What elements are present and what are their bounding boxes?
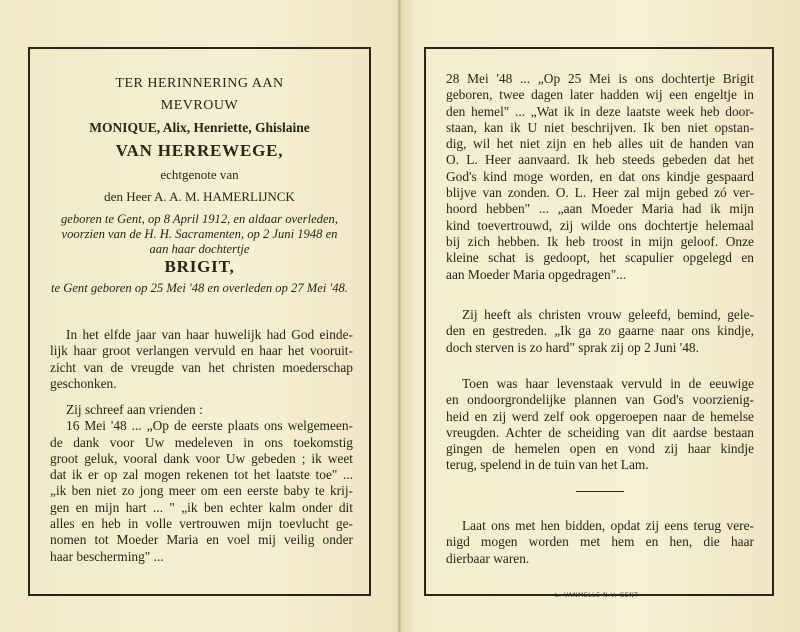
text-line: nigd mogen worden met hem en hen, die haar bbox=[446, 534, 754, 550]
left-paragraph-1 bbox=[50, 327, 353, 392]
text-line: staan, kan ik U niet beschrijven. Ik ben niet opstan- bbox=[446, 119, 754, 135]
text-line: alles en heb in volle vertrouwen mijn toevlucht ge- bbox=[50, 516, 353, 532]
text-line: God's kind moge worden, en dat ons kindje gespaard bbox=[446, 168, 754, 184]
text-line: dig, wil het niet zijn en heb alles uit de handen van bbox=[446, 136, 754, 152]
printer-imprint: L. VANMELLE N.V. GENT bbox=[555, 592, 639, 599]
left-page bbox=[30, 49, 369, 594]
child-dates: te Gent geboren op 25 Mei '48 en overleden op 27 Mei '48. bbox=[51, 281, 348, 295]
right-page bbox=[426, 49, 772, 594]
text-line: O. L. Heer aanvaard. Ik heb steeds gebeden dat het bbox=[446, 152, 754, 168]
text-line: vreugden. Achter de scheiding van dit aardse bestaan bbox=[446, 424, 754, 440]
right-paragraph-2 bbox=[446, 307, 754, 356]
text-line: zicht van de vreugde van het christen moederschap bbox=[50, 359, 353, 375]
text-line: 16 Mei '48 ... „Op de eerste plaats ons welgemeen- bbox=[66, 418, 353, 434]
text-line: Zij heeft als christen vrouw geleefd, bemind, gele- bbox=[462, 307, 754, 322]
text-line: geboren, twee dagen later hadden wij een engeltje in bbox=[446, 87, 754, 103]
family-name: VAN HERREWEGE, bbox=[115, 141, 284, 160]
right-paragraph-3 bbox=[446, 376, 754, 474]
text-line: de dank voor Uw medeleven in ons toekomstig bbox=[50, 434, 353, 450]
section-divider bbox=[576, 491, 624, 492]
text-line: gingen de hemelen open en vond zij haar kindje bbox=[446, 441, 754, 457]
child-name: BRIGIT, bbox=[164, 257, 235, 276]
left-paragraph-2 bbox=[50, 402, 353, 565]
text-line: doch sterven is zo hard" sprak zij op 2 Juni '48. bbox=[446, 339, 699, 355]
text-line: Toen was haar levenstaak vervuld in de eeuwige bbox=[462, 376, 754, 391]
text-line: bij zich hebben. Ik heb troost in mijn geloof. Onze bbox=[446, 233, 754, 249]
text-line: Zij schreef aan vrienden : bbox=[66, 402, 203, 417]
text-line: lijk haar groot verlangen vervuld en haar het vooruit- bbox=[50, 343, 353, 359]
text-line: groot geluk, vooral dank voor Uw gebeden ; ik weet bbox=[50, 450, 353, 466]
text-line: hoord hebben" ... „aan Moeder Maria had ik mijn bbox=[446, 201, 754, 217]
text-line: haar bescherming" ... bbox=[50, 548, 164, 564]
spouse-name: den Heer A. A. M. HAMERLIJNCK bbox=[104, 189, 295, 204]
text-line: geschonken. bbox=[50, 375, 117, 391]
right-paragraph-4 bbox=[446, 518, 754, 567]
text-line: en ondoorgrondelijke plannen van God's voorzienig- bbox=[446, 392, 754, 408]
given-names: MONIQUE, Alix, Henriette, Ghislaine bbox=[89, 120, 310, 135]
text-line: aan Moeder Maria opgedragen"... bbox=[446, 266, 627, 282]
text-line: terug, spelend in de tuin van het Lam. bbox=[446, 457, 649, 473]
header-line-1: TER HERINNERING AAN bbox=[115, 76, 284, 91]
text-line: nomen tot Moeder Maria en voel mij veilig onder bbox=[50, 532, 353, 548]
card-fold bbox=[398, 0, 401, 632]
text-line: kind toevertrouwd, zij wilde ons dochtertje helemaal bbox=[446, 217, 754, 233]
text-line: Laat ons met hen bidden, opdat zij eens terug vere- bbox=[462, 518, 754, 533]
text-line: gen en mijn hart ... " „ik ben echter kalm onder dit bbox=[50, 499, 353, 515]
text-line: „ik ben niet zo jong meer om een eerste baby te krij- bbox=[50, 483, 353, 499]
spouse-label: echtgenote van bbox=[160, 167, 239, 182]
text-line: 28 Mei '48 ... „Op 25 Mei is ons dochtertje Brigit bbox=[446, 71, 754, 86]
right-paragraph-1 bbox=[446, 71, 754, 283]
birth-death-line-2: voorzien van de H. H. Sacramenten, op 2 Juni 1948 en bbox=[61, 227, 338, 241]
text-line: kleine schat is gedoopt, het scapulier opgelegd en bbox=[446, 250, 754, 266]
text-line: dat ik er op zal mogen rekenen tot het laatste toe" ... bbox=[50, 467, 353, 483]
text-line: blijve van zonden. O. L. Heer zal mijn gebed zó ver- bbox=[446, 185, 754, 201]
header-line-2: MEVROUW bbox=[160, 98, 239, 113]
birth-death-line-3: aan haar dochtertje bbox=[149, 242, 250, 256]
text-line: heid en zij werd zelf ook opgeroepen naar de hemelse bbox=[446, 408, 754, 424]
text-line: den hemel" ... „Wat ik in deze laatste week heb door- bbox=[446, 103, 754, 119]
birth-death-line-1: geboren te Gent, op 8 April 1912, en aldaar overleden, bbox=[60, 212, 338, 226]
text-line: dierbaar waren. bbox=[446, 550, 530, 566]
text-line: den en gestreden. „Ik ga zo gaarne naar ons kindje, bbox=[446, 323, 754, 339]
text-line: In het elfde jaar van haar huwelijk had God einde- bbox=[66, 327, 353, 342]
